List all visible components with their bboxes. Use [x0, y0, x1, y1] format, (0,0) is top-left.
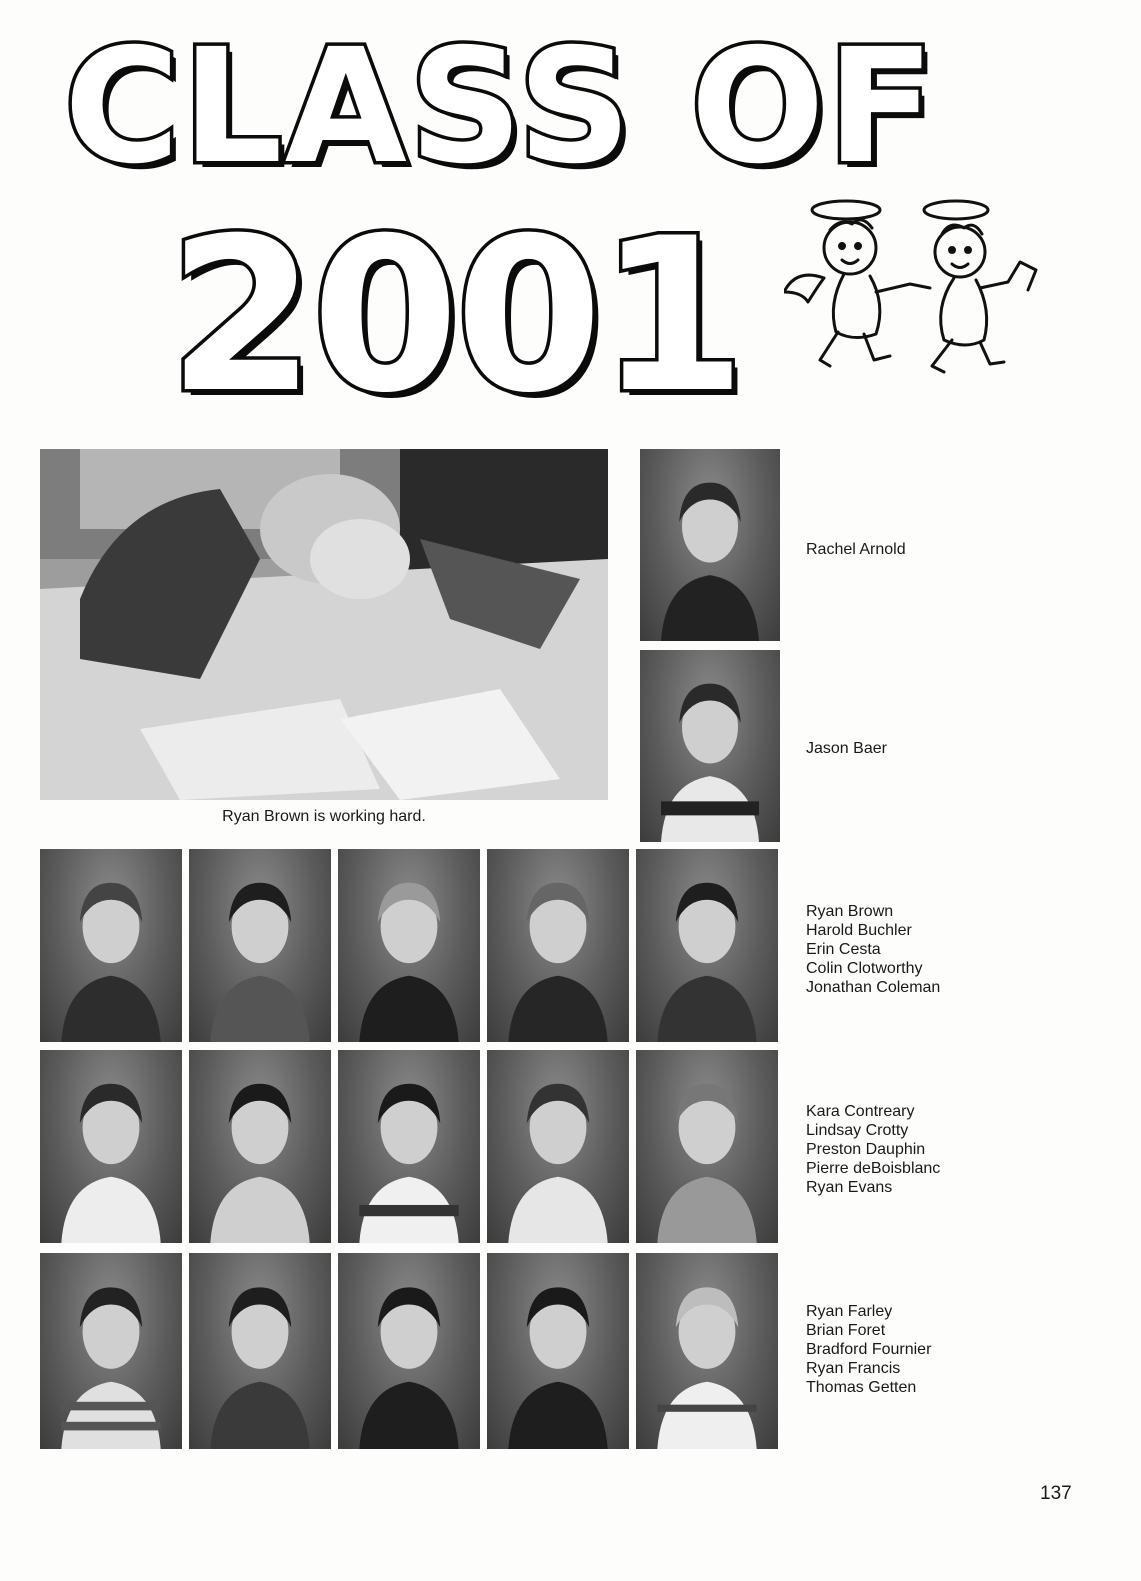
student-name: Rachel Arnold — [806, 541, 906, 558]
student-name: Brian Foret — [806, 1322, 886, 1339]
portrait-photo — [189, 1050, 331, 1243]
page-number: 137 — [1040, 1483, 1072, 1504]
portrait-photo — [636, 1050, 778, 1243]
student-name: Erin Cesta — [806, 941, 881, 958]
student-name: Thomas Getten — [806, 1379, 917, 1396]
portrait-photo — [40, 849, 182, 1042]
student-name: Jason Baer — [806, 740, 887, 757]
student-name: Colin Clotworthy — [806, 960, 923, 977]
portrait-photo — [40, 1050, 182, 1243]
portrait-photo — [636, 1253, 778, 1449]
portrait-photo — [640, 449, 780, 641]
student-name: Jonathan Coleman — [806, 979, 941, 996]
student-name: Harold Buchler — [806, 922, 912, 939]
portrait-photo — [640, 650, 780, 842]
portrait-photo — [487, 849, 629, 1042]
portrait-photo — [189, 849, 331, 1042]
portrait-photo — [40, 1253, 182, 1449]
portrait-name-list — [806, 739, 887, 758]
portrait-photo — [338, 1050, 480, 1243]
portrait-photo — [189, 1253, 331, 1449]
portrait-photo — [338, 1253, 480, 1449]
candid-photo — [40, 449, 608, 800]
student-name: Kara Contreary — [806, 1103, 915, 1120]
portrait-name-list — [806, 540, 906, 559]
student-name: Preston Dauphin — [806, 1141, 926, 1158]
student-name: Ryan Brown — [806, 903, 894, 920]
student-name: Pierre deBoisblanc — [806, 1160, 941, 1177]
candid-caption: Ryan Brown is working hard. — [222, 808, 426, 825]
portrait-photo — [487, 1253, 629, 1449]
student-name: Ryan Farley — [806, 1303, 893, 1320]
portrait-name-list — [806, 902, 940, 997]
portrait-photo — [636, 849, 778, 1042]
student-name: Bradford Fournier — [806, 1341, 932, 1358]
portrait-name-list — [806, 1302, 931, 1397]
page-title-line-2: 2001 — [168, 192, 743, 439]
portrait-photo — [487, 1050, 629, 1243]
cherubs-drawing — [784, 196, 1046, 386]
portrait-photo — [338, 849, 480, 1042]
student-name: Ryan Francis — [806, 1360, 901, 1377]
portrait-name-list — [806, 1102, 940, 1197]
student-name: Ryan Evans — [806, 1179, 893, 1196]
student-name: Lindsay Crotty — [806, 1122, 909, 1139]
page-title-line-1: CLASS OF — [64, 15, 937, 199]
